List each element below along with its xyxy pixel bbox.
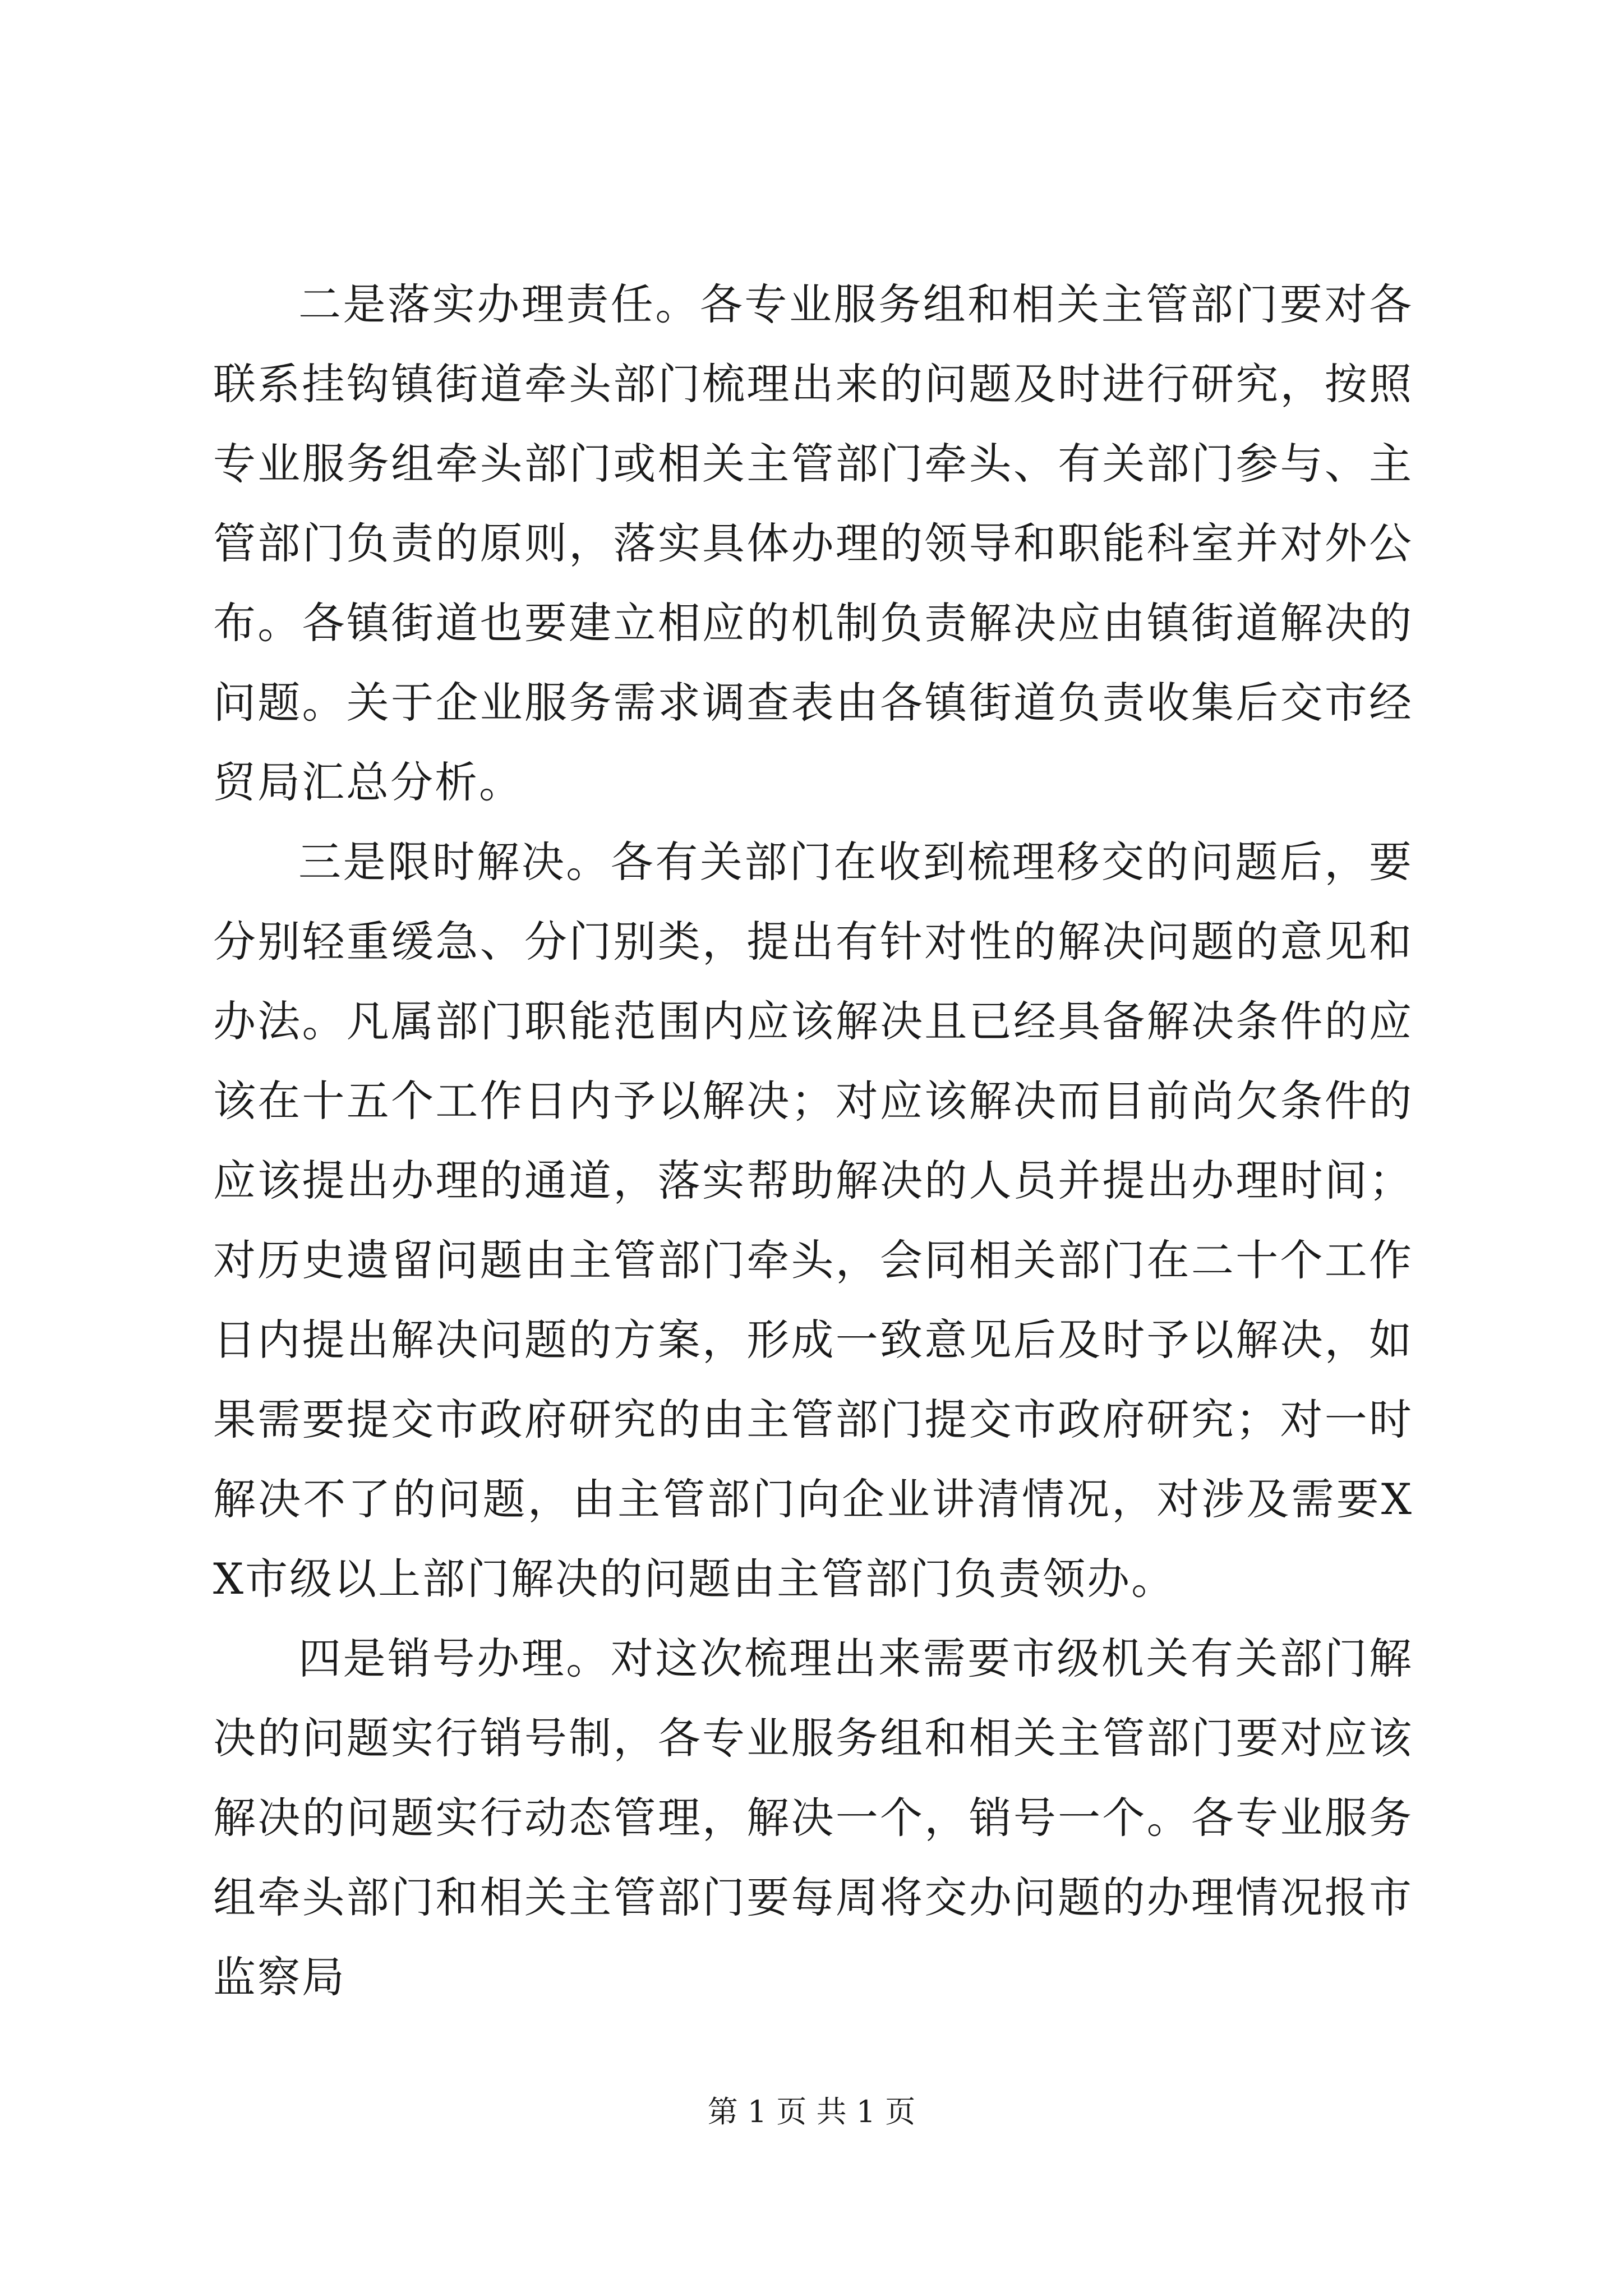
paragraph-time-limit: 三是限时解决。各有关部门在收到梳理移交的问题后，要分别轻重缓急、分门别类，提出有针对性的解决问题的意见和办法。凡属部门职能范围内应该解决且已经具备解决条件的应该在十五个工作日内予以解决；对应该解决而目前尚欠条件的应该提出办理的通道，落实帮助解决的人员并提出办理时间；对历史遗留问题由主管部门牵头，会同相关部门在二十个工作日内提出解决问题的方案，形成一致意见后及时予以解决，如果需要提交市政府研究的由主管部门提交市政府研究；对一时解决不了的问题，由主管部门向企业讲清情况，对涉及需要XX市级以上部门解决的问题由主管部门负责领办。 [213, 837, 1413, 1604]
page-footer: 第 1 页 共 1 页 [707, 2094, 916, 2129]
paragraph-responsibility: 二是落实办理责任。各专业服务组和相关主管部门要对各联系挂钩镇街道牵头部门梳理出来的问题及时进行研究，按照专业服务组牵头部门或相关主管部门牵头、有关部门参与、主管部门负责的原则，落实具体办理的领导和职能科室并对外公布。各镇街道也要建立相应的机制负责解决应由镇街道解决的问题。关于企业服务需求调查表由各镇街道负责收集后交市经贸局汇总分析。 [213, 279, 1413, 807]
paragraph-cancellation: 四是销号办理。对这次梳理出来需要市级机关有关部门解决的问题实行销号制，各专业服务组和相关主管部门要对应该解决的问题实行动态管理，解决一个，销号一个。各专业服务组牵头部门和相关主管部门要每周将交办问题的办理情况报市监察局 [213, 1634, 1413, 2002]
document-body [213, 265, 1413, 2017]
